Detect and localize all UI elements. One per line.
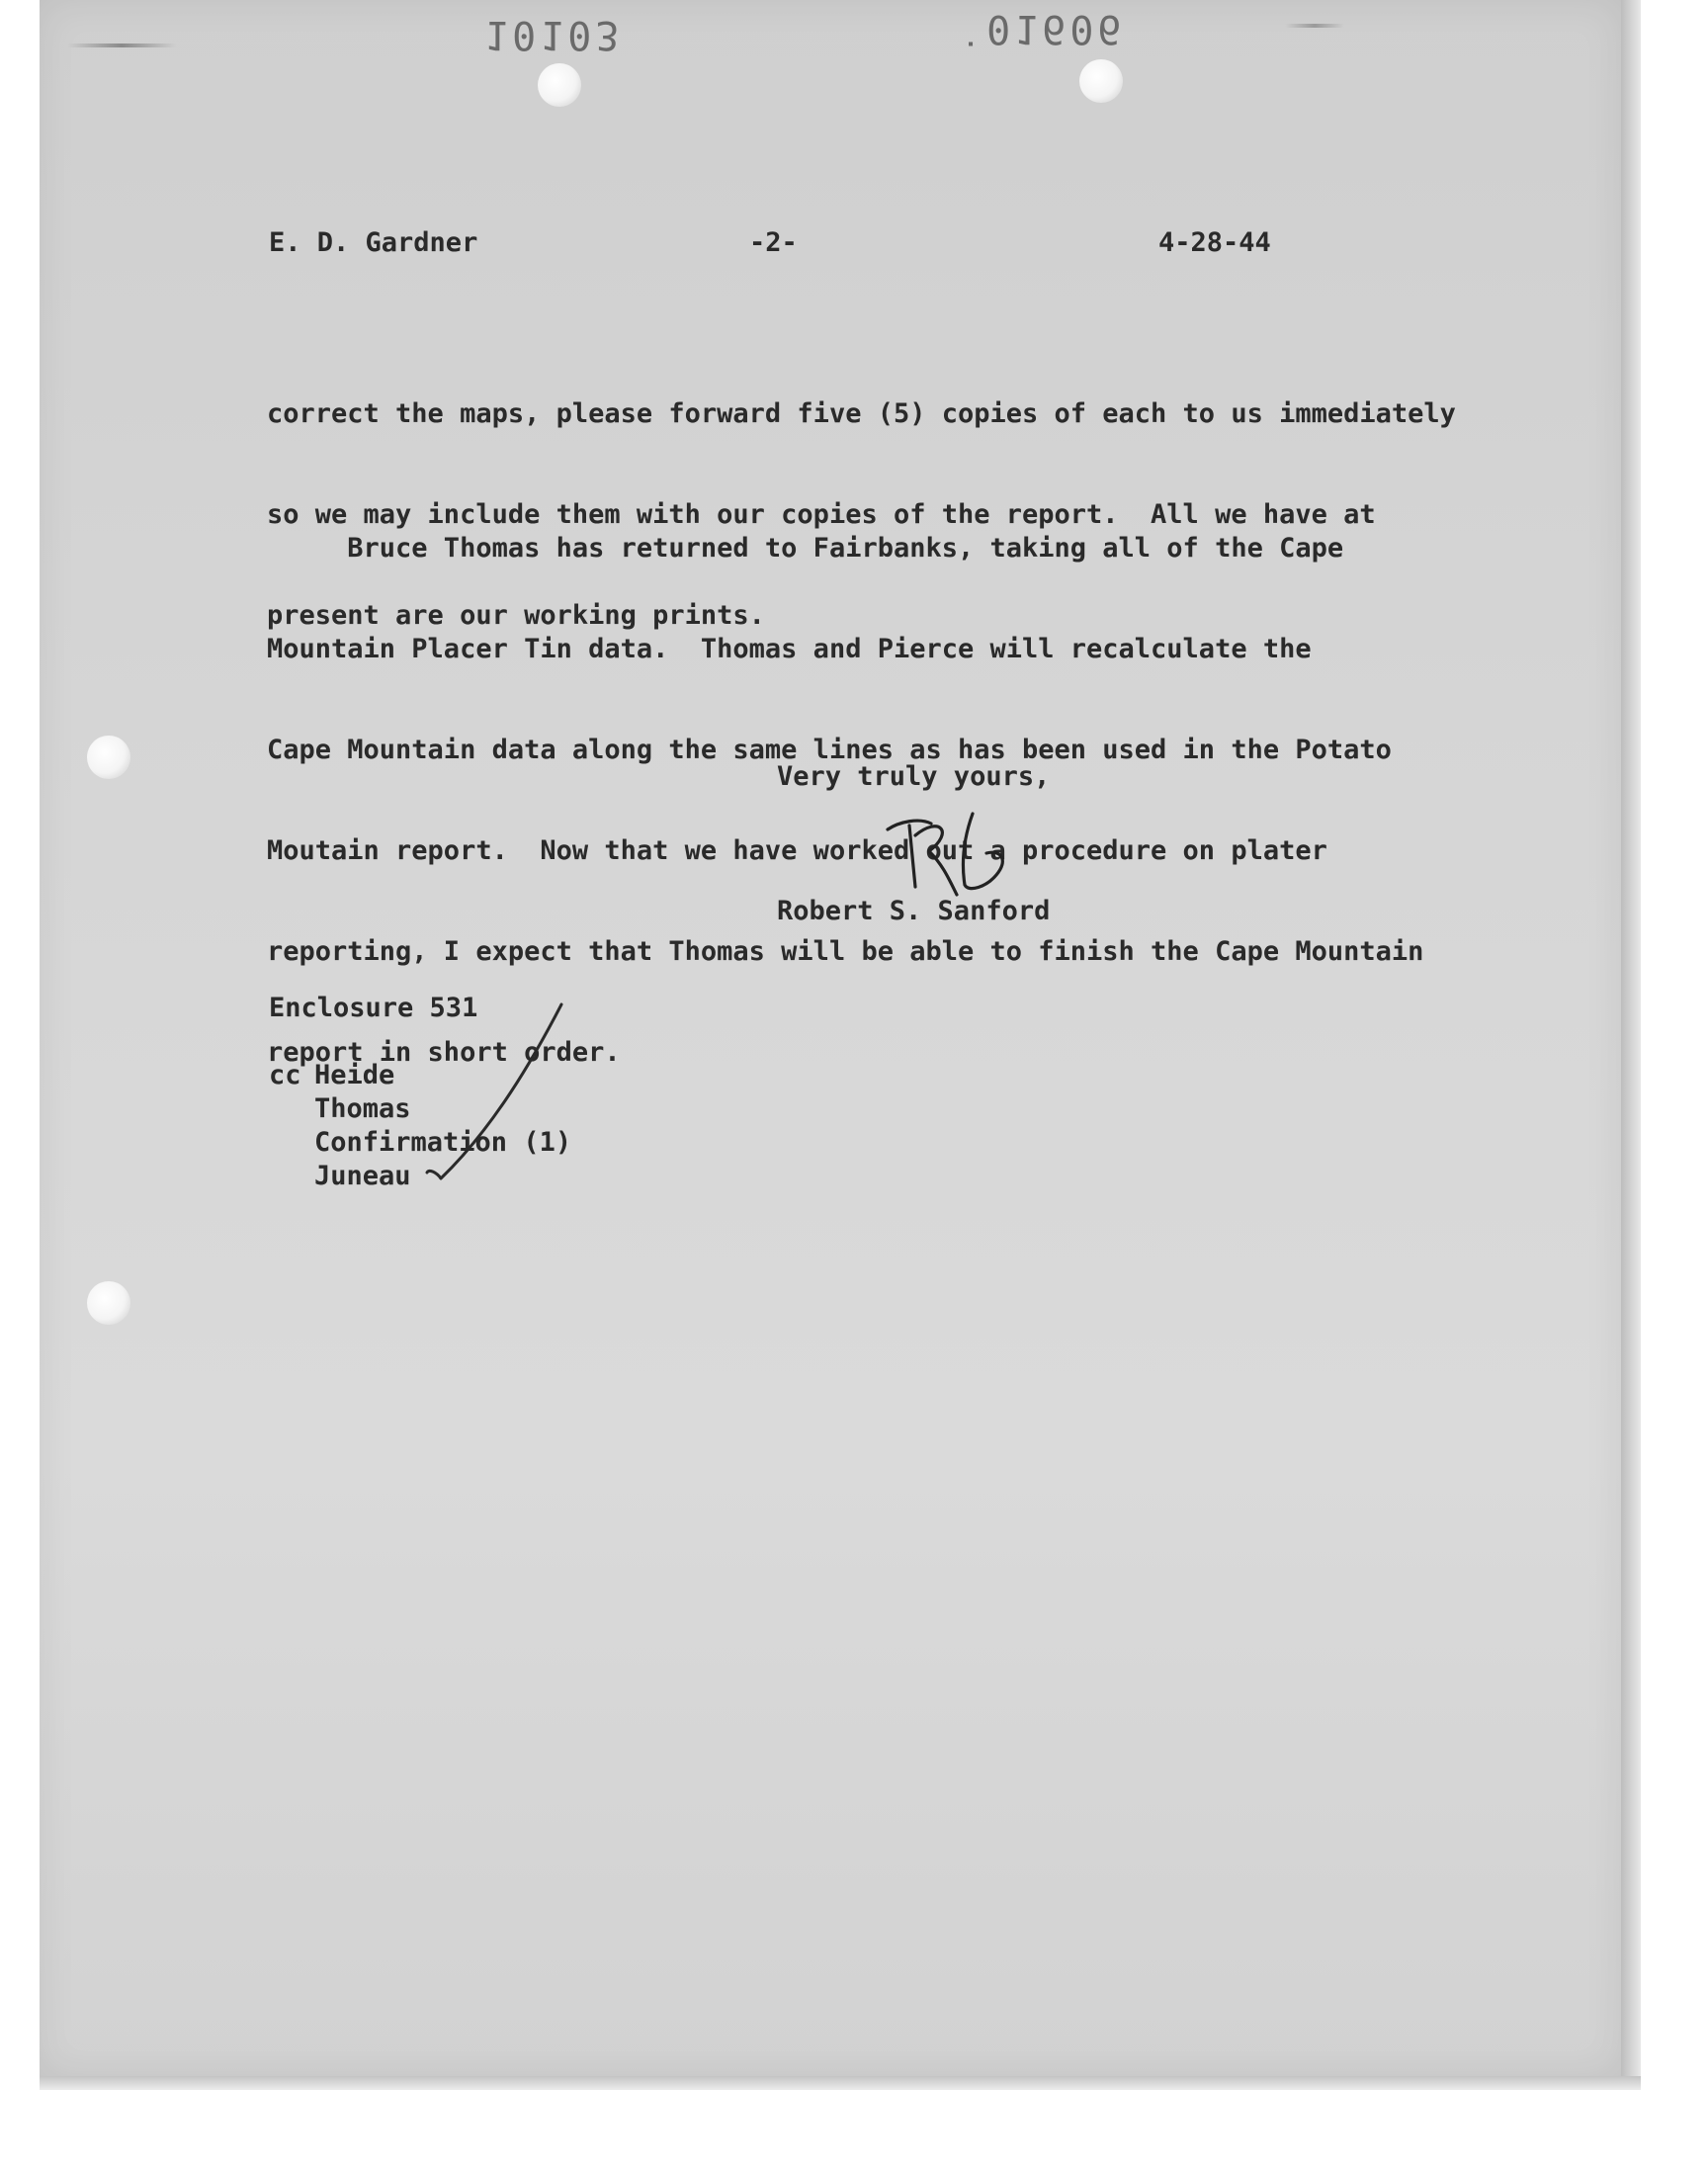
- stamp-number-right: [959, 6, 1126, 51]
- cc-recipient: Confirmation (1): [314, 1127, 572, 1158]
- paragraph-2-line: reporting, I expect that Thomas will be able to finish the Cape Mountain: [267, 936, 1424, 967]
- cc-label: cc: [269, 1060, 301, 1090]
- paragraph-1-line: correct the maps, please forward five (5) copies of each to us immediately: [267, 398, 1456, 429]
- stamp-number-right-value: 01606: [986, 6, 1126, 51]
- header-date: 4-28-44: [1158, 227, 1271, 258]
- cc-recipient: Juneau: [314, 1161, 411, 1191]
- paragraph-1-line: present are our working prints.: [267, 600, 765, 631]
- paragraph-2-line: Mountain Placer Tin data. Thomas and Pierce will recalculate the: [267, 634, 1312, 664]
- closing-signer: Robert S. Sanford: [777, 896, 1051, 926]
- punch-hole-top-left: [538, 63, 581, 107]
- scan-mark-top-left: [67, 44, 176, 47]
- punch-hole-left-middle: [87, 736, 130, 779]
- header-addressee: E. D. Gardner: [269, 227, 478, 258]
- paragraph-2-line: Moutain report. Now that we have worked out a procedure on plater: [267, 835, 1327, 866]
- punch-hole-top-right: [1079, 59, 1123, 103]
- scan-mark-top-right: [1285, 24, 1344, 28]
- paragraph-1-line: so we may include them with our copies of the report. All we have at: [267, 499, 1376, 530]
- stamp-number-right-prefix: ˙: [959, 6, 987, 51]
- handwritten-initials-signature: [870, 796, 1028, 905]
- page-edge-right: [1621, 0, 1641, 2086]
- punch-hole-left-lower: [87, 1281, 130, 1325]
- paragraph-2-line: Cape Mountain data along the same lines as has been used in the Potato: [267, 735, 1392, 765]
- page-edge-bottom: [40, 2076, 1641, 2090]
- paragraph-2-line: Bruce Thomas has returned to Fairbanks, taking all of the Cape: [267, 533, 1344, 564]
- paragraph-2-line: report in short order.: [267, 1037, 621, 1068]
- handwritten-check-mark: [415, 989, 593, 1206]
- stamp-number-left: 10103: [484, 12, 624, 57]
- enclosure-line: Enclosure 531: [269, 993, 478, 1023]
- header-page-number: -2-: [749, 227, 798, 258]
- closing-salutation: Very truly yours,: [777, 761, 1051, 792]
- cc-recipient: Thomas: [314, 1093, 411, 1124]
- cc-recipient: Heide: [314, 1060, 395, 1090]
